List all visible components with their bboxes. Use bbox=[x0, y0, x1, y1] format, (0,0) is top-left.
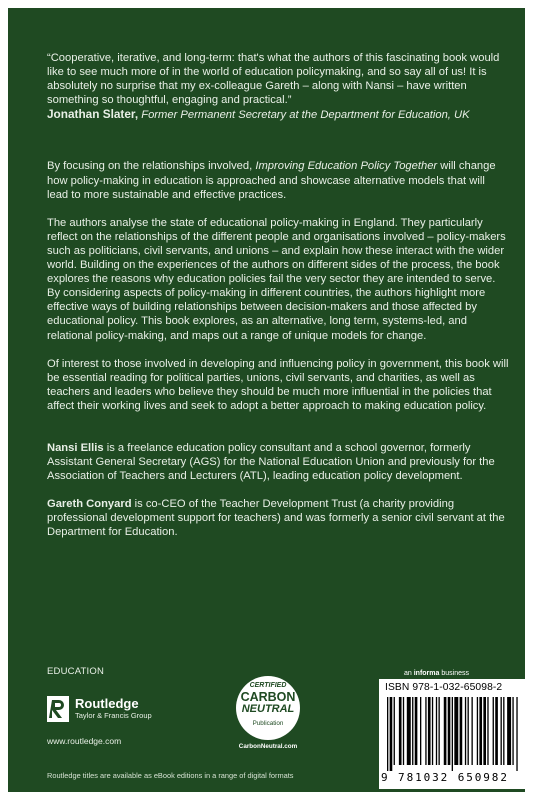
routledge-logo bbox=[47, 696, 152, 722]
barcode-bar bbox=[465, 697, 466, 765]
author-bio-2: Gareth Conyard is co-CEO of the Teacher Development Trust (a charity providing professional development support for teachers) and was formerly a senior civil servant at the Department for Education. bbox=[47, 498, 505, 539]
barcode-bar bbox=[501, 697, 502, 765]
book-title: Improving Education Policy Together bbox=[255, 160, 438, 173]
barcode-bar bbox=[403, 697, 404, 765]
barcode-bar bbox=[460, 697, 463, 765]
description-paragraph-2: The authors analyse the state of educational policy-making in England. They particularly reflect on the relationships of the different people and organisations involved – policy-makers such as politicians, civil servants, and unions – and explain how these interact with the wider world. Building on the experiences of the authors on different sides of the process, the book explores the reasons why education policies fail the very sector they are intended to serve. By considering aspects of policy-making in different countries, the authors highlight more effective ways of building relationships between decision-makers and those affected by educational policy. This book explores, as an alternative, long term, systems-led, and relational policy-making, and maps out a range of unique models for change. bbox=[47, 216, 506, 342]
barcode-bar bbox=[399, 697, 402, 765]
barcode-bar bbox=[432, 697, 433, 765]
author-name-2: Gareth Conyard bbox=[47, 498, 132, 511]
carbon-neutral-url: CarbonNeutral.com bbox=[238, 743, 298, 750]
barcode-bar bbox=[495, 697, 498, 765]
subject-category: EDUCATION bbox=[47, 666, 105, 677]
barcode-bar bbox=[444, 697, 447, 765]
ebook-footnote: Routledge titles are available as eBook editions in a range of digital formats bbox=[47, 771, 294, 780]
barcode-bar bbox=[471, 697, 472, 765]
barcode-bar bbox=[507, 697, 511, 765]
publisher-name: Routledge bbox=[75, 696, 139, 711]
isbn-label: ISBN 978-1-032-65098-2 bbox=[385, 682, 503, 693]
description-paragraph-3: Of interest to those involved in developing and influencing policy in government, this book will be essential reading for political parties, unions, civil servants, and charities, as well as teachers and leaders who believe they should be much more influential in the policies that affect their working lives and seek to adopt a better approach to making education policy. bbox=[47, 357, 509, 412]
barcode-bar bbox=[512, 697, 513, 765]
informa-business-line: an informa business bbox=[404, 670, 469, 677]
barcode-bar bbox=[493, 697, 494, 765]
barcode-bar bbox=[516, 697, 517, 771]
endorser-role: Former Permanent Secretary at the Department for Education, UK bbox=[141, 109, 470, 122]
barcode-bar bbox=[428, 697, 431, 765]
author-name-1: Nansi Ellis bbox=[47, 441, 104, 454]
isbn-barcode bbox=[379, 679, 525, 789]
carbon-neutral-badge bbox=[234, 676, 302, 756]
barcode-bar bbox=[412, 697, 413, 765]
endorser-name: Jonathan Slater, bbox=[47, 107, 139, 122]
publisher-group: Taylor & Francis Group bbox=[75, 711, 152, 720]
barcode-bars bbox=[387, 697, 521, 771]
barcode-bar bbox=[454, 697, 458, 765]
barcode-bar bbox=[425, 697, 426, 765]
barcode-bar bbox=[448, 697, 451, 765]
barcode-bar bbox=[420, 697, 421, 765]
barcode-digits: 9 781032 650982 bbox=[381, 771, 509, 784]
publisher-url: www.routledge.com bbox=[47, 736, 122, 746]
barcode-bar bbox=[415, 697, 418, 765]
barcode-bar bbox=[387, 697, 388, 771]
barcode-bar bbox=[468, 697, 469, 765]
endorsement-attribution bbox=[47, 107, 509, 122]
barcode-bar bbox=[483, 697, 486, 765]
author-bio-1: Nansi Ellis is a freelance education policy consultant and a school governor, formerly Assistant General Secretary (AGS) for the National Education Union and previously for the Association of Teachers and Lecturers (ATL), leading education policy development. bbox=[47, 441, 495, 483]
barcode-bar bbox=[407, 697, 411, 765]
barcode-bar bbox=[452, 697, 453, 771]
barcode-bar bbox=[436, 697, 437, 765]
back-cover bbox=[8, 8, 525, 792]
barcode-bar bbox=[487, 697, 488, 765]
barcode-bar bbox=[390, 697, 393, 771]
barcode-bar bbox=[438, 697, 439, 765]
endorsement-quote: “Cooperative, iterative, and long-term: that's what the authors of this fascinating book would like to see much more of in the world of education policymaking, and so say all of us! It is absolutely no surprise that my ex-colleague Gareth – along with Nansi – have written something so thoughtful, engaging and practical.” bbox=[47, 52, 500, 107]
carbon-neutral-seal: CERTIFIED CARBON NEUTRAL Publication bbox=[236, 676, 300, 740]
cover-text bbox=[47, 51, 509, 554]
barcode-bar bbox=[503, 697, 504, 765]
barcode-bar bbox=[479, 697, 482, 765]
routledge-r-icon bbox=[47, 696, 69, 722]
barcode-bar bbox=[477, 697, 478, 765]
description-paragraph-1: By focusing on the relationships involved, Improving Education Policy Together will change how policy-making in education is approached and showcase alternative models that will lead to more sustainable and effective practices. bbox=[47, 160, 496, 201]
barcode-bar bbox=[394, 697, 395, 765]
